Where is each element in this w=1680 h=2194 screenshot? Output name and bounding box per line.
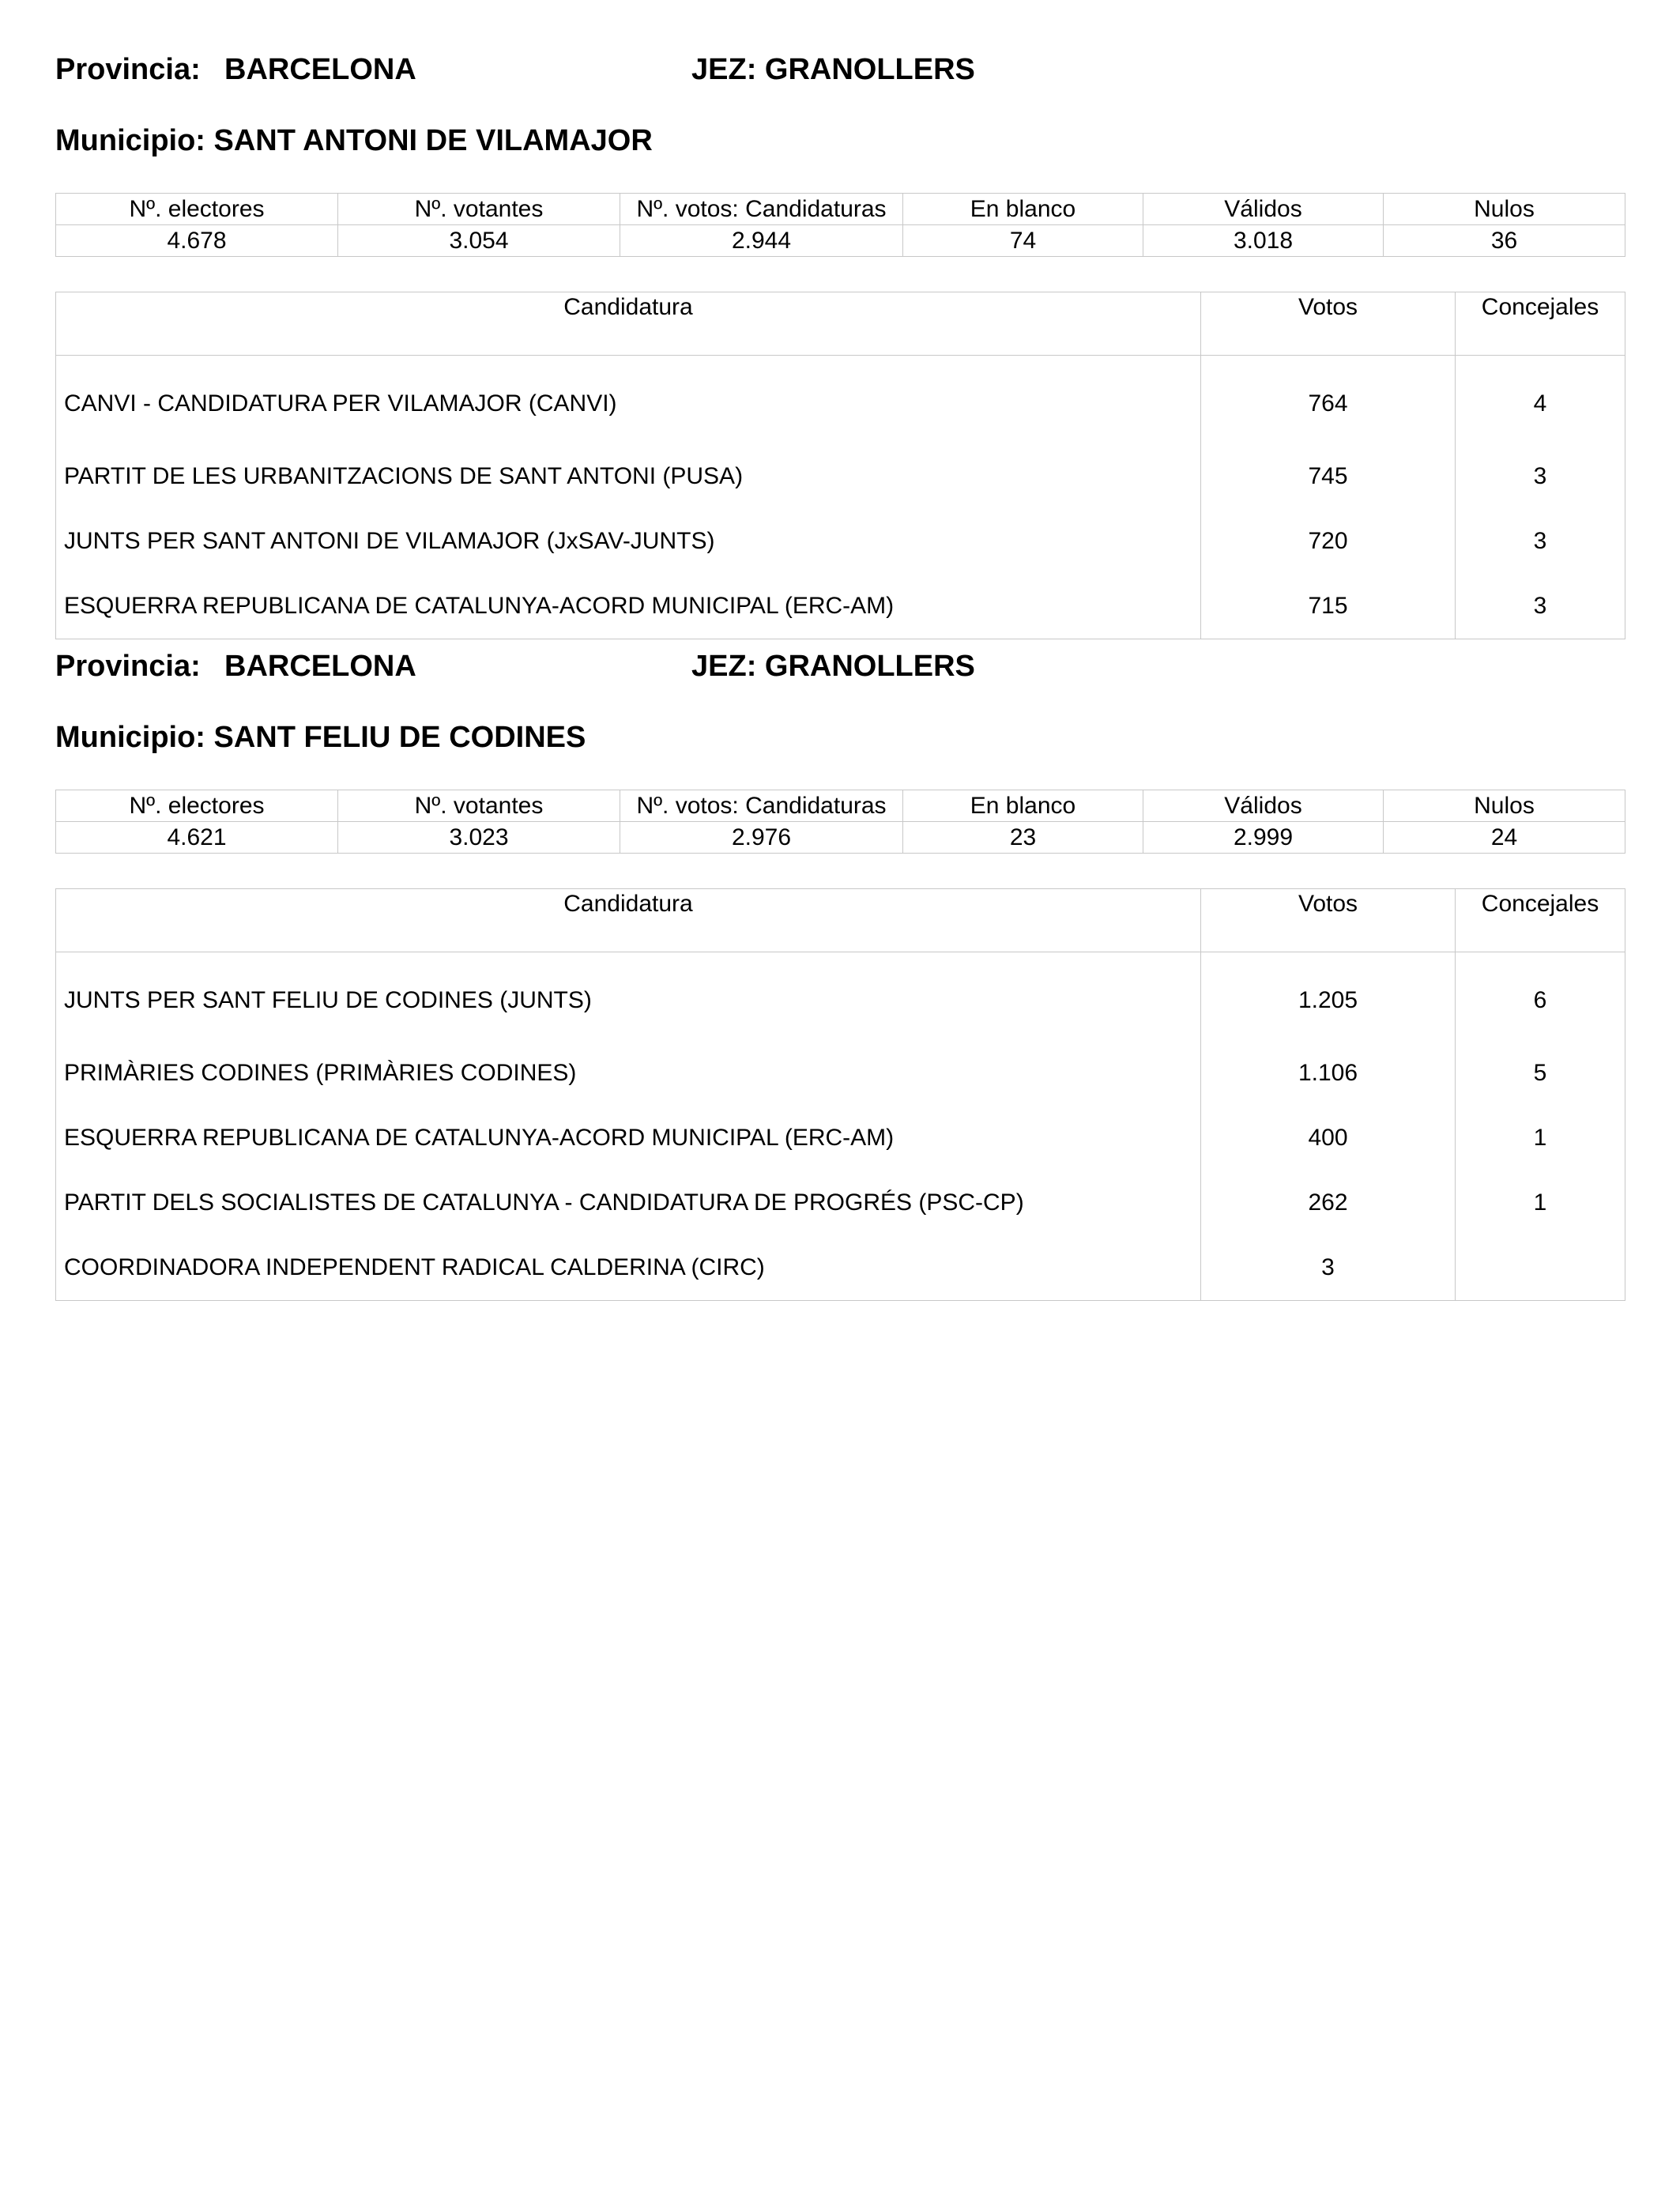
results-table (55, 292, 1625, 639)
table-row (56, 1106, 1625, 1171)
summary-header-cell: Nº. votantes (338, 790, 620, 822)
concejales-value: 1 (1456, 1106, 1625, 1171)
candidatura-name: PRIMÀRIES CODINES (PRIMÀRIES CODINES) (56, 1041, 1201, 1106)
summary-header-row (56, 790, 1625, 822)
summary-value-cell: 24 (1384, 822, 1625, 854)
candidatura-header: Candidatura (56, 889, 1201, 952)
candidatura-name: JUNTS PER SANT ANTONI DE VILAMAJOR (JxSAV-JUNTS) (56, 509, 1201, 574)
summary-value-cell: 36 (1384, 225, 1625, 257)
table-row (56, 1235, 1625, 1301)
votos-header: Votos (1201, 889, 1456, 952)
concejales-value: 4 (1456, 356, 1625, 445)
table-row (56, 1171, 1625, 1235)
summary-header-cell: Válidos (1143, 790, 1384, 822)
candidatura-name: ESQUERRA REPUBLICANA DE CATALUNYA-ACORD MUNICIPAL (ERC-AM) (56, 574, 1201, 639)
summary-table (55, 193, 1625, 257)
summary-value-cell: 74 (903, 225, 1143, 257)
summary-value-cell: 4.621 (56, 822, 338, 854)
summary-header-cell: Nº. electores (56, 194, 338, 225)
table-row (56, 952, 1625, 1042)
candidatura-name: JUNTS PER SANT FELIU DE CODINES (JUNTS) (56, 952, 1201, 1042)
votos-value: 3 (1201, 1235, 1456, 1301)
province-label: Provincia: (55, 53, 201, 86)
votos-value: 400 (1201, 1106, 1456, 1171)
summary-value-row (56, 225, 1625, 257)
candidatura-name: CANVI - CANDIDATURA PER VILAMAJOR (CANVI) (56, 356, 1201, 445)
results-header-row (56, 292, 1625, 356)
summary-header-cell: En blanco (903, 194, 1143, 225)
jez-label: JEZ: GRANOLLERS (691, 53, 975, 86)
summary-value-cell: 2.944 (620, 225, 903, 257)
province-header (55, 47, 1625, 92)
concejales-value: 6 (1456, 952, 1625, 1042)
summary-header-cell: Válidos (1143, 194, 1384, 225)
results-header-row (56, 889, 1625, 952)
municipality-title: Municipio: SANT ANTONI DE VILAMAJOR (55, 124, 653, 157)
concejales-header: Concejales (1456, 889, 1625, 952)
jez-label: JEZ: GRANOLLERS (691, 650, 975, 683)
summary-table (55, 790, 1625, 854)
votos-value: 262 (1201, 1171, 1456, 1235)
summary-value-cell: 3.023 (338, 822, 620, 854)
votos-header: Votos (1201, 292, 1456, 356)
candidatura-name: PARTIT DELS SOCIALISTES DE CATALUNYA - CANDIDATURA DE PROGRÉS (PSC-CP) (56, 1171, 1201, 1235)
candidatura-name: COORDINADORA INDEPENDENT RADICAL CALDERINA (CIRC) (56, 1235, 1201, 1301)
summary-header-cell: Nº. votantes (338, 194, 620, 225)
table-row (56, 574, 1625, 639)
candidatura-header: Candidatura (56, 292, 1201, 356)
concejales-header: Concejales (1456, 292, 1625, 356)
table-row (56, 1041, 1625, 1106)
summary-header-row (56, 194, 1625, 225)
summary-header-cell: Nulos (1384, 790, 1625, 822)
municipality-title: Municipio: SANT FELIU DE CODINES (55, 721, 586, 754)
summary-header-cell: En blanco (903, 790, 1143, 822)
votos-value: 720 (1201, 509, 1456, 574)
summary-value-cell: 4.678 (56, 225, 338, 257)
concejales-value: 5 (1456, 1041, 1625, 1106)
concejales-value: 3 (1456, 574, 1625, 639)
votos-value: 1.205 (1201, 952, 1456, 1042)
summary-value-cell: 23 (903, 822, 1143, 854)
province-value: BARCELONA (224, 650, 416, 683)
summary-header-cell: Nº. votos: Candidaturas (620, 790, 903, 822)
concejales-value: 3 (1456, 444, 1625, 509)
results-table (55, 888, 1625, 1301)
summary-header-cell: Nº. votos: Candidaturas (620, 194, 903, 225)
province-header (55, 644, 1625, 688)
table-row (56, 509, 1625, 574)
votos-value: 715 (1201, 574, 1456, 639)
summary-header-cell: Nulos (1384, 194, 1625, 225)
table-row (56, 444, 1625, 509)
concejales-value: 1 (1456, 1171, 1625, 1235)
candidatura-name: PARTIT DE LES URBANITZACIONS DE SANT ANTONI (PUSA) (56, 444, 1201, 509)
summary-value-cell: 2.976 (620, 822, 903, 854)
summary-value-cell: 3.018 (1143, 225, 1384, 257)
summary-value-row (56, 822, 1625, 854)
table-row (56, 356, 1625, 445)
province-label: Provincia: (55, 650, 201, 683)
candidatura-name: ESQUERRA REPUBLICANA DE CATALUNYA-ACORD MUNICIPAL (ERC-AM) (56, 1106, 1201, 1171)
summary-value-cell: 3.054 (338, 225, 620, 257)
concejales-value (1456, 1235, 1625, 1301)
votos-value: 745 (1201, 444, 1456, 509)
summary-value-cell: 2.999 (1143, 822, 1384, 854)
municipality-block-2 (55, 644, 1625, 1301)
votos-value: 764 (1201, 356, 1456, 445)
province-value: BARCELONA (224, 53, 416, 86)
municipality-block-1 (55, 47, 1625, 639)
summary-header-cell: Nº. electores (56, 790, 338, 822)
concejales-value: 3 (1456, 509, 1625, 574)
votos-value: 1.106 (1201, 1041, 1456, 1106)
